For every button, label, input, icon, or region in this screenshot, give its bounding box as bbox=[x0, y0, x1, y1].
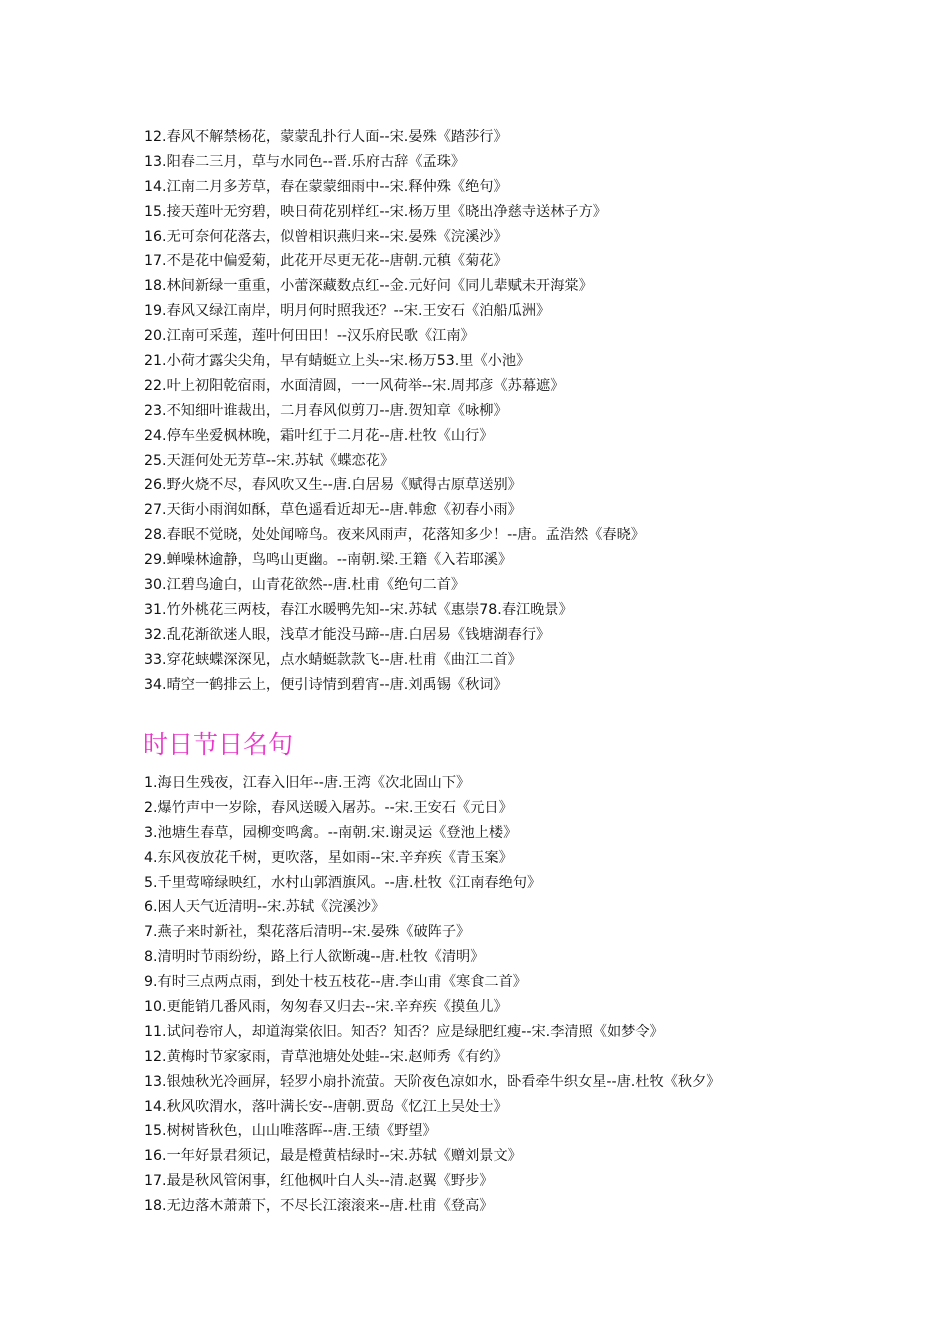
quote-line: 14.江南二月多芳草，春在蒙蒙细雨中--宋.释仲殊《绝句》 bbox=[144, 178, 508, 195]
quote-line: 29.蝉噪林逾静，鸟鸣山更幽。--南朝.梁.王籍《入若耶溪》 bbox=[144, 552, 513, 569]
quote-line: 32.乱花渐欲迷人眼，浅草才能没马蹄--唐.白居易《钱塘湖春行》 bbox=[144, 626, 551, 643]
quote-line: 19.春风又绿江南岸，明月何时照我还？--宋.王安石《泊船瓜洲》 bbox=[144, 303, 551, 320]
quote-line: 11.试问卷帘人，却道海棠依旧。知否？知否？应是绿肥红瘦--宋.李清照《如梦令》 bbox=[144, 1023, 664, 1040]
quote-line: 20.江南可采莲，莲叶何田田！--汉乐府民歌《江南》 bbox=[144, 328, 475, 345]
quote-line: 26.野火烧不尽，春风吹又生--唐.白居易《赋得古原草送别》 bbox=[144, 477, 522, 494]
quote-line: 8.清明时节雨纷纷，路上行人欲断魂--唐.杜牧《清明》 bbox=[144, 949, 485, 966]
quote-line: 24.停车坐爱枫林晚，霜叶红于二月花--唐.杜牧《山行》 bbox=[144, 427, 494, 444]
quote-line: 13.阳春二三月，草与水同色--晋.乐府古辞《孟珠》 bbox=[144, 153, 466, 170]
quote-line: 34.晴空一鹤排云上，便引诗情到碧宵--唐.刘禹锡《秋词》 bbox=[144, 676, 508, 693]
quote-line: 1.海日生残夜，江春入旧年--唐.王湾《次北固山下》 bbox=[144, 775, 471, 791]
quote-line: 14.秋风吹渭水，落叶满长安--唐朝.贾岛《忆江上吴处士》 bbox=[144, 1098, 508, 1115]
quote-line: 9.有时三点两点雨，到处十枝五枝花--唐.李山甫《寒食二首》 bbox=[144, 974, 527, 991]
quote-line: 33.穿花蛱蝶深深见，点水蜻蜓款款飞--唐.杜甫《曲江二首》 bbox=[144, 651, 522, 668]
quote-line: 27.天街小雨润如酥，草色遥看近却无--唐.韩愈《初春小雨》 bbox=[144, 502, 522, 519]
quote-line: 6.困人天气近清明--宋.苏轼《浣溪沙》 bbox=[144, 899, 386, 916]
quote-line: 30.江碧鸟逾白，山青花欲然--唐.杜甫《绝句二首》 bbox=[144, 577, 466, 594]
quote-line: 23.不知细叶谁裁出，二月春风似剪刀--唐.贺知章《咏柳》 bbox=[144, 402, 508, 419]
quote-line: 2.爆竹声中一岁除，春风送暖入屠苏。--宋.王安石《元日》 bbox=[144, 799, 513, 816]
quote-line: 12.春风不解禁杨花，蒙蒙乱扑行人面--宋.晏殊《踏莎行》 bbox=[144, 129, 508, 145]
quote-line: 12.黄梅时节家家雨，青草池塘处处蛙--宋.赵师秀《有约》 bbox=[144, 1048, 508, 1065]
quote-line: 28.春眠不觉晓，处处闻啼鸟。夜来风雨声，花落知多少！--唐。孟浩然《春晓》 bbox=[144, 527, 645, 544]
quote-line: 17.最是秋风管闲事，红他枫叶白人头--清.赵翼《野步》 bbox=[144, 1173, 494, 1190]
quote-list-spring bbox=[144, 125, 824, 697]
quote-line: 31.竹外桃花三两枝，春江水暖鸭先知--宋.苏轼《惠崇78.春江晚景》 bbox=[144, 601, 573, 618]
quote-line: 13.银烛秋光冷画屏，轻罗小扇扑流萤。天阶夜色凉如水，卧看牵牛织女星--唐.杜牧《秋夕》 bbox=[144, 1073, 721, 1090]
quote-line: 17.不是花中偏爱菊，此花开尽更无花--唐朝.元稹《菊花》 bbox=[144, 253, 508, 270]
quote-line: 15.树树皆秋色，山山唯落晖--唐.王绩《野望》 bbox=[144, 1123, 437, 1140]
quote-line: 21.小荷才露尖尖角，早有蜻蜓立上头--宋.杨万53.里《小池》 bbox=[144, 353, 531, 370]
quote-line: 16.一年好景君须记，最是橙黄桔绿时--宋.苏轼《赠刘景文》 bbox=[144, 1148, 522, 1165]
section-heading: 时日节日名句 bbox=[143, 730, 294, 759]
quote-list-festivals bbox=[144, 771, 824, 1219]
quote-line: 25.天涯何处无芳草--宋.苏轼《蝶恋花》 bbox=[144, 452, 395, 469]
quote-line: 5.千里莺啼绿映红，水村山郭酒旗风。--唐.杜牧《江南春绝句》 bbox=[144, 874, 542, 891]
quote-line: 15.接天莲叶无穷碧，映日荷花别样红--宋.杨万里《晓出净慈寺送林子方》 bbox=[144, 203, 607, 220]
quote-line: 10.更能销几番风雨，匆匆春又归去--宋.辛弃疾《摸鱼儿》 bbox=[144, 999, 508, 1016]
quote-line: 18.无边落木萧萧下，不尽长江滚滚来--唐.杜甫《登高》 bbox=[144, 1198, 494, 1215]
quote-line: 4.东风夜放花千树，更吹落，星如雨--宋.辛弃疾《青玉案》 bbox=[144, 849, 513, 866]
quote-line: 16.无可奈何花落去，似曾相识燕归来--宋.晏殊《浣溪沙》 bbox=[144, 228, 508, 245]
quote-line: 18.林间新绿一重重，小蕾深藏数点红--金.元好问《同儿辈赋未开海棠》 bbox=[144, 278, 593, 295]
quote-line: 7.燕子来时新社，梨花落后清明--宋.晏殊《破阵子》 bbox=[144, 924, 471, 941]
quote-line: 3.池塘生春草，园柳变鸣禽。--南朝.宋.谢灵运《登池上楼》 bbox=[144, 824, 518, 841]
quote-line: 22.叶上初阳乾宿雨，水面清圆，一一风荷举--宋.周邦彦《苏幕遮》 bbox=[144, 377, 565, 394]
